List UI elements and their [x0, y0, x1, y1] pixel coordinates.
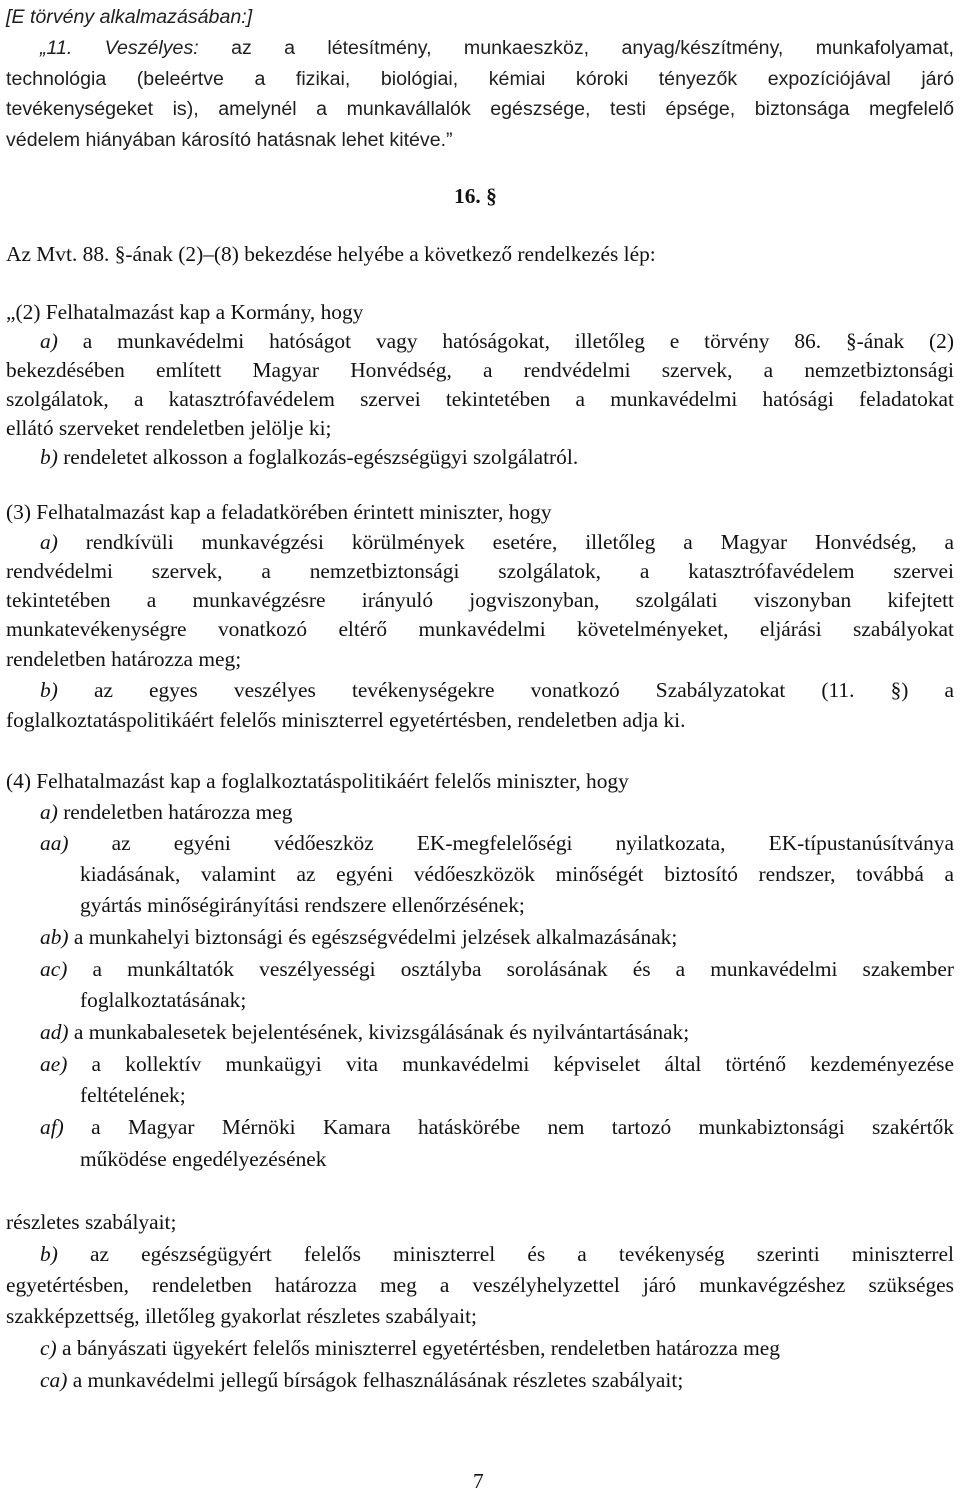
para-4-ab: ab) a munkahelyi biztonsági és egészségvédelmi jelzések alkalmazásának;: [40, 925, 678, 949]
item-label: a): [40, 800, 58, 824]
para-4-af-line-2: működése engedélyezésének: [80, 1147, 327, 1171]
para-3-a-line-2: rendvédelmi szervek, a nemzetbiztonsági szolgálatok, a katasztrófavédelem szervei: [6, 559, 954, 583]
para-2-a-line-4: ellátó szerveket rendeletben jelölje ki;: [6, 416, 332, 440]
item-label: ac): [40, 957, 68, 981]
para-4-tail: részletes szabályait;: [6, 1210, 177, 1234]
para-2-intro: „(2) Felhatalmazást kap a Kormány, hogy: [6, 300, 364, 324]
item-label: ae): [40, 1052, 68, 1076]
para-3-intro: (3) Felhatalmazást kap a feladatkörében érintett miniszter, hogy: [6, 500, 552, 524]
para-4-aa-line-1: aa) az egyéni védőeszköz EK-megfelelőségi nyilatkozata, EK-típustanúsítványa: [40, 831, 954, 855]
para-4-a: a) rendeletben határozza meg: [40, 800, 293, 824]
item-label: b): [40, 678, 58, 702]
item-label: b): [40, 445, 58, 469]
item-label: a): [40, 329, 58, 353]
para-3-a-line-5: rendeletben határozza meg;: [6, 647, 242, 671]
definition-line-2: technológia (beleértve a fizikai, biológiai, kémiai kóroki tényezők expozíciójával járó: [6, 68, 954, 90]
para-4-b-line-1: b) az egészségügyért felelős miniszterrel és a tevékenység szerinti miniszterrel: [40, 1242, 954, 1266]
para-3-b-line-2: foglalkoztatáspolitikáért felelős miniszterrel egyetértésben, rendeletben adja ki.: [6, 708, 686, 732]
para-2-b: b) rendeletet alkosson a foglalkozás-egészségügyi szolgálatról.: [40, 445, 579, 469]
para-4-aa-line-2: kiadásának, valamint az egyéni védőeszközök minőségét biztosító rendszer, továbbá a: [80, 862, 954, 886]
para-4-aa-line-3: gyártás minőségirányítási rendszere ellenőrzésének;: [80, 893, 525, 917]
para-3-b-line-1: b) az egyes veszélyes tevékenységekre vonatkozó Szabályzatokat (11. §) a: [40, 678, 954, 702]
para-3-a-line-3: tekintetében a munkavégzésre irányuló jogviszonyban, szolgálati viszonyban kifejtett: [6, 588, 954, 612]
bracket-heading: [6, 2, 252, 32]
definition-line-1: „11. Veszélyes: az a létesítmény, munkaeszköz, anyag/készítmény, munkafolyamat,: [40, 37, 955, 59]
item-label: c): [40, 1336, 57, 1360]
para-4-ad: ad) a munkabalesetek bejelentésének, kivizsgálásának és nyilvántartásának;: [40, 1020, 690, 1044]
definition-line-3: tevékenységeket is), amelynél a munkavállalók egészsége, testi épsége, biztonsága megfelelő: [6, 98, 954, 120]
item-label: aa): [40, 831, 69, 855]
item-label: a): [40, 530, 58, 554]
item-label: ca): [40, 1368, 68, 1392]
para-4-intro: (4) Felhatalmazást kap a foglalkoztatáspolitikáért felelős miniszter, hogy: [6, 769, 629, 793]
para-4-af-line-1: af) a Magyar Mérnöki Kamara hatáskörébe nem tartozó munkabiztonsági szakértők: [40, 1115, 954, 1139]
para-3-a-line-4: munkatevékenységre vonatkozó eltérő munkavédelmi követelményeket, eljárási szabályokat: [6, 617, 954, 641]
para-4-b-line-3: szakképzettség, illetőleg gyakorlat részletes szabályait;: [6, 1304, 477, 1328]
page-number: 7: [473, 1469, 484, 1493]
section-lead: Az Mvt. 88. §-ának (2)–(8) bekezdése helyébe a következő rendelkezés lép:: [6, 242, 656, 266]
para-4-ac-line-1: ac) a munkáltatók veszélyességi osztályba sorolásának és a munkavédelmi szakember: [40, 957, 954, 981]
item-label: b): [40, 1242, 58, 1266]
item-label: ab): [40, 925, 69, 949]
para-3-a-line-1: a) rendkívüli munkavégzési körülmények esetére, illetőleg a Magyar Honvédség, a: [40, 530, 954, 554]
para-4-ae-line-1: ae) a kollektív munkaügyi vita munkavédelmi képviselet által történő kezdeményezése: [40, 1052, 955, 1076]
para-4-ca: ca) a munkavédelmi jellegű bírságok felhasználásának részletes szabályait;: [40, 1368, 684, 1392]
definition-line-4: védelem hiányában károsító hatásnak lehet kitéve.”: [6, 129, 453, 151]
para-4-c: c) a bányászati ügyekért felelős miniszterrel egyetértésben, rendeletben határozza meg: [40, 1336, 781, 1360]
para-4-ae-line-2: feltételének;: [80, 1083, 186, 1107]
item-label: ad): [40, 1020, 69, 1044]
para-2-a-line-1: a) a munkavédelmi hatóságot vagy hatóságokat, illetőleg e törvény 86. §-ának (2): [40, 329, 954, 353]
section-heading: 16. §: [454, 184, 497, 208]
para-4-b-line-2: egyetértésben, rendeletben határozza meg a veszélyhelyzettel járó munkavégzéshez szükséges: [6, 1273, 954, 1297]
item-label: af): [40, 1115, 64, 1139]
para-4-ac-line-2: foglalkoztatásának;: [80, 988, 247, 1012]
bracket-text: [E törvény alkalmazásában:]: [6, 6, 253, 28]
para-2-a-line-2: bekezdésében említett Magyar Honvédség, a rendvédelmi szervek, a nemzetbiztonsági: [6, 358, 954, 382]
para-2-a-line-3: szolgálatok, a katasztrófavédelem szervei tekintetében a munkavédelmi hatósági feladatokat: [6, 387, 954, 411]
